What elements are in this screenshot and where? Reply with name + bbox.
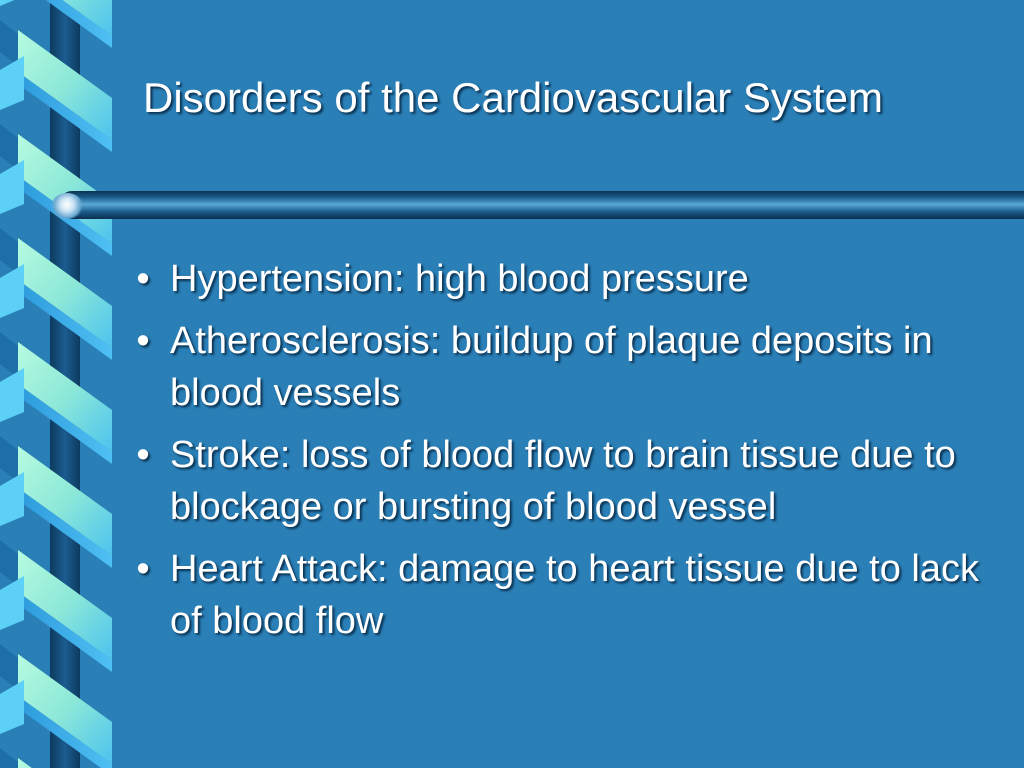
slide-title: Disorders of the Cardiovascular System: [143, 74, 883, 121]
bullet-marker: •: [136, 434, 150, 476]
horizontal-divider-bar: [58, 191, 1024, 219]
bullet-item: [128, 315, 1008, 419]
bullet-text: Heart Attack: damage to heart tissue due to lack of blood flow: [170, 548, 980, 642]
bullet-marker: •: [136, 320, 150, 362]
bullet-item: [128, 429, 1008, 533]
bullet-text: Hypertension: high blood pressure: [170, 258, 749, 300]
bullet-text: Atherosclerosis: buildup of plaque deposits in blood vessels: [170, 320, 933, 414]
bullet-marker: •: [136, 258, 150, 300]
twisted-ribbon-decoration: [0, 0, 120, 768]
divider-highlight-knob: [51, 193, 83, 219]
bullet-item: [128, 253, 1008, 305]
bullet-text: Stroke: loss of blood flow to brain tissue due to blockage or bursting of blood vessel: [170, 434, 956, 528]
bullet-list: [128, 253, 1008, 657]
bullet-item: [128, 543, 1008, 647]
bullet-marker: •: [136, 548, 150, 590]
